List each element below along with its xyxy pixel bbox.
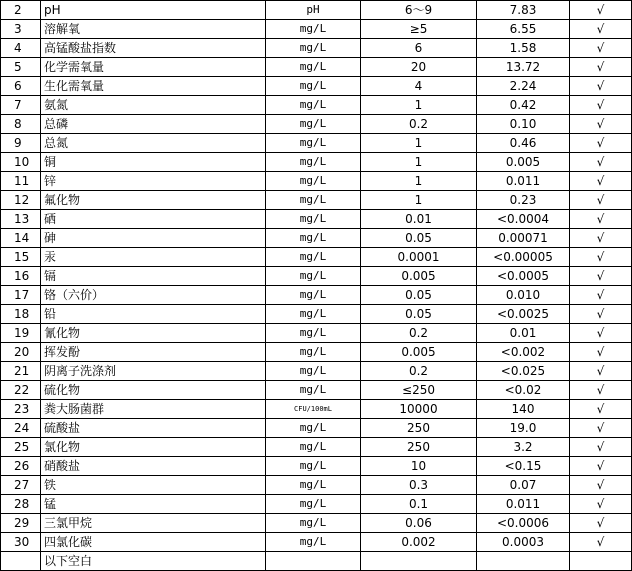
judgement-mark: √ (570, 324, 632, 343)
table-row (1, 457, 632, 476)
test-result: <0.15 (477, 457, 570, 476)
row-number: 5 (1, 58, 41, 77)
standard-limit: ≤250 (361, 381, 477, 400)
table-row (1, 514, 632, 533)
table-row (1, 20, 632, 39)
judgement-mark: √ (570, 381, 632, 400)
judgement-mark: √ (570, 267, 632, 286)
standard-limit: 0.0001 (361, 248, 477, 267)
item-name: 锌 (41, 172, 266, 191)
item-name: 溶解氧 (41, 20, 266, 39)
test-result: 3.2 (477, 438, 570, 457)
table-row (1, 210, 632, 229)
row-number: 27 (1, 476, 41, 495)
table-row (1, 115, 632, 134)
test-result: 0.010 (477, 286, 570, 305)
test-result: 0.42 (477, 96, 570, 115)
table-row (1, 248, 632, 267)
test-result: <0.0025 (477, 305, 570, 324)
unit: mg/L (266, 191, 361, 210)
unit: mg/L (266, 115, 361, 134)
item-name: 锰 (41, 495, 266, 514)
standard-limit: 0.06 (361, 514, 477, 533)
table-row (1, 96, 632, 115)
standard-limit: 0.2 (361, 324, 477, 343)
table-row (1, 153, 632, 172)
item-name: 氯化物 (41, 438, 266, 457)
standard-limit: 10 (361, 457, 477, 476)
standard-limit: 250 (361, 438, 477, 457)
item-name: 砷 (41, 229, 266, 248)
table-row (1, 172, 632, 191)
table-row (1, 362, 632, 381)
row-number: 22 (1, 381, 41, 400)
row-number: 2 (1, 1, 41, 20)
item-name: 硫化物 (41, 381, 266, 400)
standard-limit: ≥5 (361, 20, 477, 39)
standard-limit: 0.2 (361, 115, 477, 134)
standard-limit: 250 (361, 419, 477, 438)
judgement-mark: √ (570, 58, 632, 77)
test-result: 2.24 (477, 77, 570, 96)
test-result: 13.72 (477, 58, 570, 77)
judgement-mark: √ (570, 476, 632, 495)
test-result: 0.01 (477, 324, 570, 343)
item-name: 总氮 (41, 134, 266, 153)
table-row (1, 286, 632, 305)
judgement-mark: √ (570, 191, 632, 210)
table-row (1, 267, 632, 286)
item-name: 三氯甲烷 (41, 514, 266, 533)
unit: mg/L (266, 134, 361, 153)
judgement-mark: √ (570, 134, 632, 153)
row-number: 6 (1, 77, 41, 96)
row-number: 15 (1, 248, 41, 267)
unit: mg/L (266, 153, 361, 172)
row-number: 9 (1, 134, 41, 153)
item-name: 氨氮 (41, 96, 266, 115)
judgement-mark: √ (570, 438, 632, 457)
judgement-mark: √ (570, 210, 632, 229)
test-result: 19.0 (477, 419, 570, 438)
unit: mg/L (266, 58, 361, 77)
unit: mg/L (266, 362, 361, 381)
test-result: 0.46 (477, 134, 570, 153)
judgement-mark: √ (570, 115, 632, 134)
test-result: <0.0004 (477, 210, 570, 229)
item-name: 高锰酸盐指数 (41, 39, 266, 58)
unit: mg/L (266, 96, 361, 115)
unit: mg/L (266, 20, 361, 39)
footer-text: 以下空白 (41, 552, 266, 571)
table-row (1, 39, 632, 58)
row-number: 30 (1, 533, 41, 552)
row-number: 19 (1, 324, 41, 343)
test-result: 0.0003 (477, 533, 570, 552)
judgement-mark: √ (570, 400, 632, 419)
judgement-mark: √ (570, 533, 632, 552)
unit: mg/L (266, 305, 361, 324)
judgement-mark: √ (570, 514, 632, 533)
standard-limit: 0.01 (361, 210, 477, 229)
standard-limit: 1 (361, 153, 477, 172)
item-name: 硝酸盐 (41, 457, 266, 476)
item-name: pH (41, 1, 266, 20)
item-name: 铬（六价） (41, 286, 266, 305)
table-row (1, 438, 632, 457)
item-name: 阴离子洗涤剂 (41, 362, 266, 381)
standard-limit: 10000 (361, 400, 477, 419)
standard-limit: 1 (361, 172, 477, 191)
judgement-mark: √ (570, 96, 632, 115)
test-result: <0.0005 (477, 267, 570, 286)
row-number: 4 (1, 39, 41, 58)
row-number: 25 (1, 438, 41, 457)
judgement-mark: √ (570, 305, 632, 324)
judgement-mark: √ (570, 495, 632, 514)
unit: mg/L (266, 457, 361, 476)
table-row (1, 77, 632, 96)
judgement-mark: √ (570, 20, 632, 39)
row-number: 10 (1, 153, 41, 172)
judgement-mark: √ (570, 362, 632, 381)
row-number: 3 (1, 20, 41, 39)
test-result: 7.83 (477, 1, 570, 20)
standard-limit: 0.05 (361, 286, 477, 305)
row-number: 8 (1, 115, 41, 134)
row-number: 24 (1, 419, 41, 438)
unit: mg/L (266, 172, 361, 191)
unit: mg/L (266, 514, 361, 533)
table-row (1, 191, 632, 210)
row-number: 12 (1, 191, 41, 210)
item-name: 铅 (41, 305, 266, 324)
table-row (1, 343, 632, 362)
test-result: 1.58 (477, 39, 570, 58)
unit: mg/L (266, 495, 361, 514)
item-name: 总磷 (41, 115, 266, 134)
table-row (1, 229, 632, 248)
unit: mg/L (266, 419, 361, 438)
test-result: 140 (477, 400, 570, 419)
standard-limit: 0.2 (361, 362, 477, 381)
unit: mg/L (266, 229, 361, 248)
judgement-mark: √ (570, 39, 632, 58)
judgement-mark: √ (570, 286, 632, 305)
test-result: 6.55 (477, 20, 570, 39)
row-number: 26 (1, 457, 41, 476)
test-result: <0.02 (477, 381, 570, 400)
standard-limit: 1 (361, 191, 477, 210)
unit: mg/L (266, 476, 361, 495)
row-number: 11 (1, 172, 41, 191)
unit: mg/L (266, 77, 361, 96)
test-result: <0.00005 (477, 248, 570, 267)
item-name: 化学需氧量 (41, 58, 266, 77)
item-name: 生化需氧量 (41, 77, 266, 96)
test-result: 0.011 (477, 172, 570, 191)
row-number: 16 (1, 267, 41, 286)
standard-limit: 0.05 (361, 229, 477, 248)
item-name: 挥发酚 (41, 343, 266, 362)
item-name: 硫酸盐 (41, 419, 266, 438)
judgement-mark: √ (570, 248, 632, 267)
row-number: 17 (1, 286, 41, 305)
unit: pH (266, 1, 361, 20)
item-name: 硒 (41, 210, 266, 229)
unit: mg/L (266, 533, 361, 552)
standard-limit: 1 (361, 96, 477, 115)
table-row (1, 324, 632, 343)
judgement-mark: √ (570, 153, 632, 172)
test-result: 0.011 (477, 495, 570, 514)
table-row (1, 419, 632, 438)
row-number: 29 (1, 514, 41, 533)
test-result: 0.10 (477, 115, 570, 134)
row-number: 21 (1, 362, 41, 381)
standard-limit: 0.002 (361, 533, 477, 552)
test-result: 0.005 (477, 153, 570, 172)
test-result: <0.002 (477, 343, 570, 362)
unit: mg/L (266, 343, 361, 362)
standard-limit: 0.1 (361, 495, 477, 514)
unit: mg/L (266, 248, 361, 267)
item-name: 汞 (41, 248, 266, 267)
judgement-mark: √ (570, 457, 632, 476)
row-number: 14 (1, 229, 41, 248)
judgement-mark: √ (570, 419, 632, 438)
item-name: 粪大肠菌群 (41, 400, 266, 419)
judgement-mark: √ (570, 172, 632, 191)
unit: mg/L (266, 438, 361, 457)
standard-limit: 0.3 (361, 476, 477, 495)
item-name: 铜 (41, 153, 266, 172)
row-number: 7 (1, 96, 41, 115)
unit: mg/L (266, 267, 361, 286)
standard-limit: 20 (361, 58, 477, 77)
unit: CFU/100mL (266, 400, 361, 419)
judgement-mark: √ (570, 343, 632, 362)
row-number: 20 (1, 343, 41, 362)
row-number: 13 (1, 210, 41, 229)
standard-limit: 1 (361, 134, 477, 153)
unit: mg/L (266, 286, 361, 305)
item-name: 氟化物 (41, 191, 266, 210)
row-number: 18 (1, 305, 41, 324)
test-result: 0.07 (477, 476, 570, 495)
judgement-mark: √ (570, 1, 632, 20)
standard-limit: 0.005 (361, 343, 477, 362)
item-name: 镉 (41, 267, 266, 286)
standard-limit: 0.005 (361, 267, 477, 286)
unit: mg/L (266, 210, 361, 229)
results-table-body (1, 1, 632, 571)
unit: mg/L (266, 39, 361, 58)
item-name: 氰化物 (41, 324, 266, 343)
standard-limit: 0.05 (361, 305, 477, 324)
table-row (1, 134, 632, 153)
table-row (1, 305, 632, 324)
test-result: <0.0006 (477, 514, 570, 533)
table-row (1, 400, 632, 419)
judgement-mark: √ (570, 77, 632, 96)
row-number: 28 (1, 495, 41, 514)
judgement-mark: √ (570, 229, 632, 248)
row-number: 23 (1, 400, 41, 419)
table-row (1, 381, 632, 400)
table-row (1, 58, 632, 77)
table-row (1, 495, 632, 514)
standard-limit: 4 (361, 77, 477, 96)
unit: mg/L (266, 324, 361, 343)
test-result: <0.025 (477, 362, 570, 381)
table-row (1, 476, 632, 495)
standard-limit: 6 (361, 39, 477, 58)
footer-row (1, 552, 632, 571)
test-result: 0.23 (477, 191, 570, 210)
standard-limit: 6～9 (361, 1, 477, 20)
test-result: 0.00071 (477, 229, 570, 248)
unit: mg/L (266, 381, 361, 400)
table-row (1, 1, 632, 20)
table-row (1, 533, 632, 552)
item-name: 铁 (41, 476, 266, 495)
item-name: 四氯化碳 (41, 533, 266, 552)
